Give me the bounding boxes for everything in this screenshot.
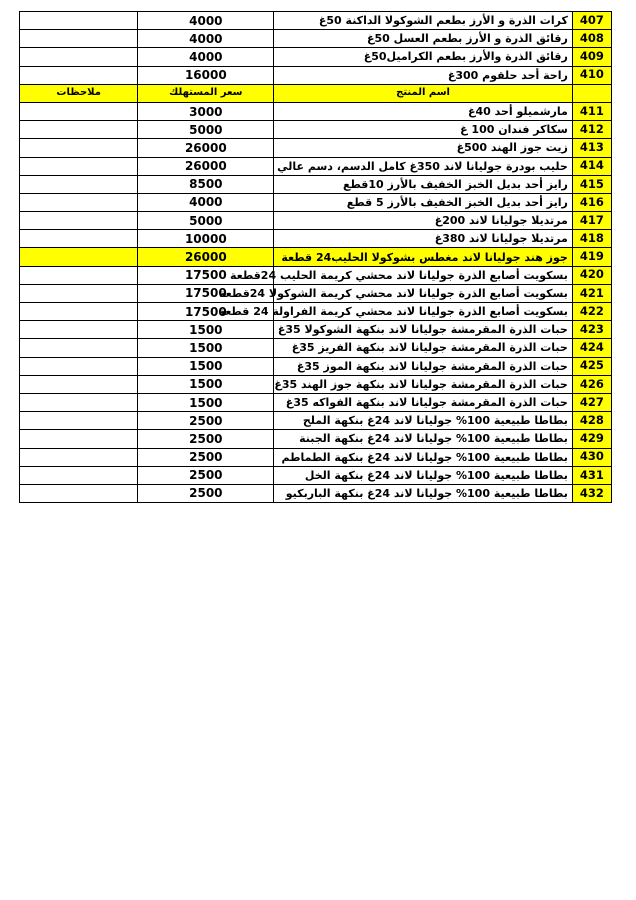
product-name-cell: بطاطا طبيعية 100% جوليانا لاند 24غ بنكهة الباربكيو: [274, 484, 573, 502]
notes-cell: [20, 248, 138, 266]
row-number-cell: 412: [572, 121, 611, 139]
price-cell: 4000: [138, 30, 274, 48]
notes-cell: [20, 212, 138, 230]
price-cell: 2500: [138, 430, 274, 448]
table-row: [20, 212, 612, 230]
table-row: [20, 466, 612, 484]
table-row: [20, 357, 612, 375]
table-row: [20, 230, 612, 248]
row-number-cell: 423: [572, 321, 611, 339]
notes-cell: [20, 157, 138, 175]
product-name-cell: سكاكر فندان 100 غ: [274, 121, 573, 139]
product-name-cell: حبات الذرة المقرمشة جوليانا لاند بنكهة جوز الهند 35غ: [274, 375, 573, 393]
row-number-cell: 413: [572, 139, 611, 157]
table-row: [20, 175, 612, 193]
row-number-cell: 429: [572, 430, 611, 448]
product-name-cell: مارشميلو أحد 40غ: [274, 102, 573, 120]
table-row: [20, 321, 612, 339]
price-cell: 4000: [138, 48, 274, 66]
notes-cell: [20, 66, 138, 84]
price-cell: 26000: [138, 248, 274, 266]
product-name-cell: بطاطا طبيعية 100% جوليانا لاند 24غ بنكهة الملح: [274, 412, 573, 430]
product-name-cell: رايز أحد بديل الخبز الخفيف بالأرز 5 قطع: [274, 193, 573, 211]
row-number-cell: 422: [572, 303, 611, 321]
product-name-cell: بطاطا طبيعية 100% جوليانا لاند 24غ بنكهة الجبنة: [274, 430, 573, 448]
row-number-cell: 411: [572, 102, 611, 120]
table-row: [20, 448, 612, 466]
table-row: [20, 484, 612, 502]
table-row: [20, 157, 612, 175]
product-name-cell: مرتديلا جوليانا لاند 380غ: [274, 230, 573, 248]
row-number-cell: 426: [572, 375, 611, 393]
price-cell: 2500: [138, 466, 274, 484]
table-row: [20, 139, 612, 157]
header-row: [20, 84, 612, 102]
row-number-cell: 418: [572, 230, 611, 248]
header-num: [572, 84, 611, 102]
table-row: [20, 284, 612, 302]
notes-cell: [20, 12, 138, 30]
table-row: [20, 102, 612, 120]
price-cell: 8500: [138, 175, 274, 193]
row-number-cell: 432: [572, 484, 611, 502]
price-cell: 1500: [138, 339, 274, 357]
row-number-cell: 427: [572, 393, 611, 411]
row-number-cell: 424: [572, 339, 611, 357]
product-name-cell: رقائق الذرة والأرز بطعم الكراميل50غ: [274, 48, 573, 66]
table-row: [20, 48, 612, 66]
notes-cell: [20, 393, 138, 411]
notes-cell: [20, 175, 138, 193]
price-cell: 2500: [138, 448, 274, 466]
price-table: [19, 11, 612, 503]
price-cell: 1500: [138, 321, 274, 339]
product-name-cell: حبات الذرة المقرمشة جوليانا لاند بنكهة الموز 35غ: [274, 357, 573, 375]
header-price: سعر المستهلك: [138, 84, 274, 102]
product-name-cell: مرتديلا جوليانا لاند 200غ: [274, 212, 573, 230]
row-number-cell: 431: [572, 466, 611, 484]
table-row: [20, 193, 612, 211]
row-number-cell: 430: [572, 448, 611, 466]
product-name-cell: بطاطا طبيعية 100% جوليانا لاند 24غ بنكهة الخل: [274, 466, 573, 484]
table-top-rows: [20, 12, 612, 85]
price-cell: 26000: [138, 139, 274, 157]
table-row: [20, 248, 612, 266]
price-cell: 10000: [138, 230, 274, 248]
notes-cell: [20, 30, 138, 48]
notes-cell: [20, 303, 138, 321]
product-name-cell: جوز هند جوليانا لاند مغطس بشوكولا الحليب24 قطعة: [274, 248, 573, 266]
price-cell: 2500: [138, 412, 274, 430]
table-header: [20, 84, 612, 102]
price-cell: 3000: [138, 102, 274, 120]
product-name-cell: زيت جوز الهند 500غ: [274, 139, 573, 157]
notes-cell: [20, 266, 138, 284]
table-row: [20, 339, 612, 357]
price-cell: 4000: [138, 193, 274, 211]
table-row: [20, 121, 612, 139]
product-name-cell: بسكويت أصابع الذرة جوليانا لاند محشي كريمة الفراولة 24 قطعة: [274, 303, 573, 321]
product-name-cell: بسكويت أصابع الذرة جوليانا لاند محشي كريمة الشوكولا 24قطعة: [274, 284, 573, 302]
product-name-cell: رايز أحد بديل الخبز الخفيف بالأرز 10قطع: [274, 175, 573, 193]
table-body: [20, 102, 612, 502]
product-name-cell: راحة أحد حلقوم 300غ: [274, 66, 573, 84]
product-name-cell: حبات الذرة المقرمشة جوليانا لاند بنكهة الفريز 35غ: [274, 339, 573, 357]
price-cell: 2500: [138, 484, 274, 502]
row-number-cell: 428: [572, 412, 611, 430]
row-number-cell: 409: [572, 48, 611, 66]
notes-cell: [20, 321, 138, 339]
row-number-cell: 415: [572, 175, 611, 193]
price-cell: 17500: [138, 266, 274, 284]
price-cell: 5000: [138, 121, 274, 139]
header-name: اسم المنتج: [274, 84, 573, 102]
notes-cell: [20, 284, 138, 302]
notes-cell: [20, 448, 138, 466]
notes-cell: [20, 193, 138, 211]
notes-cell: [20, 139, 138, 157]
price-cell: 5000: [138, 212, 274, 230]
product-name-cell: رقائق الذرة و الأرز بطعم العسل 50غ: [274, 30, 573, 48]
table-row: [20, 12, 612, 30]
notes-cell: [20, 375, 138, 393]
price-cell: 16000: [138, 66, 274, 84]
price-cell: 1500: [138, 375, 274, 393]
row-number-cell: 417: [572, 212, 611, 230]
table-row: [20, 66, 612, 84]
row-number-cell: 407: [572, 12, 611, 30]
notes-cell: [20, 48, 138, 66]
row-number-cell: 414: [572, 157, 611, 175]
notes-cell: [20, 339, 138, 357]
row-number-cell: 408: [572, 30, 611, 48]
notes-cell: [20, 484, 138, 502]
table-row: [20, 30, 612, 48]
table-row: [20, 430, 612, 448]
price-cell: 4000: [138, 12, 274, 30]
product-name-cell: كرات الذرة و الأرز بطعم الشوكولا الداكنة 50غ: [274, 12, 573, 30]
notes-cell: [20, 357, 138, 375]
row-number-cell: 421: [572, 284, 611, 302]
row-number-cell: 416: [572, 193, 611, 211]
price-cell: 1500: [138, 357, 274, 375]
table-row: [20, 303, 612, 321]
header-notes: ملاحظات: [20, 84, 138, 102]
price-cell: 26000: [138, 157, 274, 175]
table-row: [20, 375, 612, 393]
notes-cell: [20, 230, 138, 248]
price-cell: 17500: [138, 303, 274, 321]
product-name-cell: حبات الذرة المقرمشة جوليانا لاند بنكهة الفواكه 35غ: [274, 393, 573, 411]
price-cell: 17500: [138, 284, 274, 302]
table-row: [20, 393, 612, 411]
notes-cell: [20, 121, 138, 139]
price-list-sheet: [19, 11, 612, 503]
product-name-cell: حبات الذرة المقرمشة جوليانا لاند بنكهة الشوكولا 35غ: [274, 321, 573, 339]
notes-cell: [20, 102, 138, 120]
row-number-cell: 425: [572, 357, 611, 375]
product-name-cell: بطاطا طبيعية 100% جوليانا لاند 24غ بنكهة الطماطم: [274, 448, 573, 466]
notes-cell: [20, 412, 138, 430]
price-cell: 1500: [138, 393, 274, 411]
product-name-cell: حليب بودرة جوليانا لاند 350غ كامل الدسم، دسم عالي: [274, 157, 573, 175]
row-number-cell: 419: [572, 248, 611, 266]
row-number-cell: 420: [572, 266, 611, 284]
notes-cell: [20, 466, 138, 484]
row-number-cell: 410: [572, 66, 611, 84]
notes-cell: [20, 430, 138, 448]
table-row: [20, 412, 612, 430]
product-name-cell: بسكويت أصابع الذرة جوليانا لاند محشي كريمة الحليب 24قطعة: [274, 266, 573, 284]
table-row: [20, 266, 612, 284]
